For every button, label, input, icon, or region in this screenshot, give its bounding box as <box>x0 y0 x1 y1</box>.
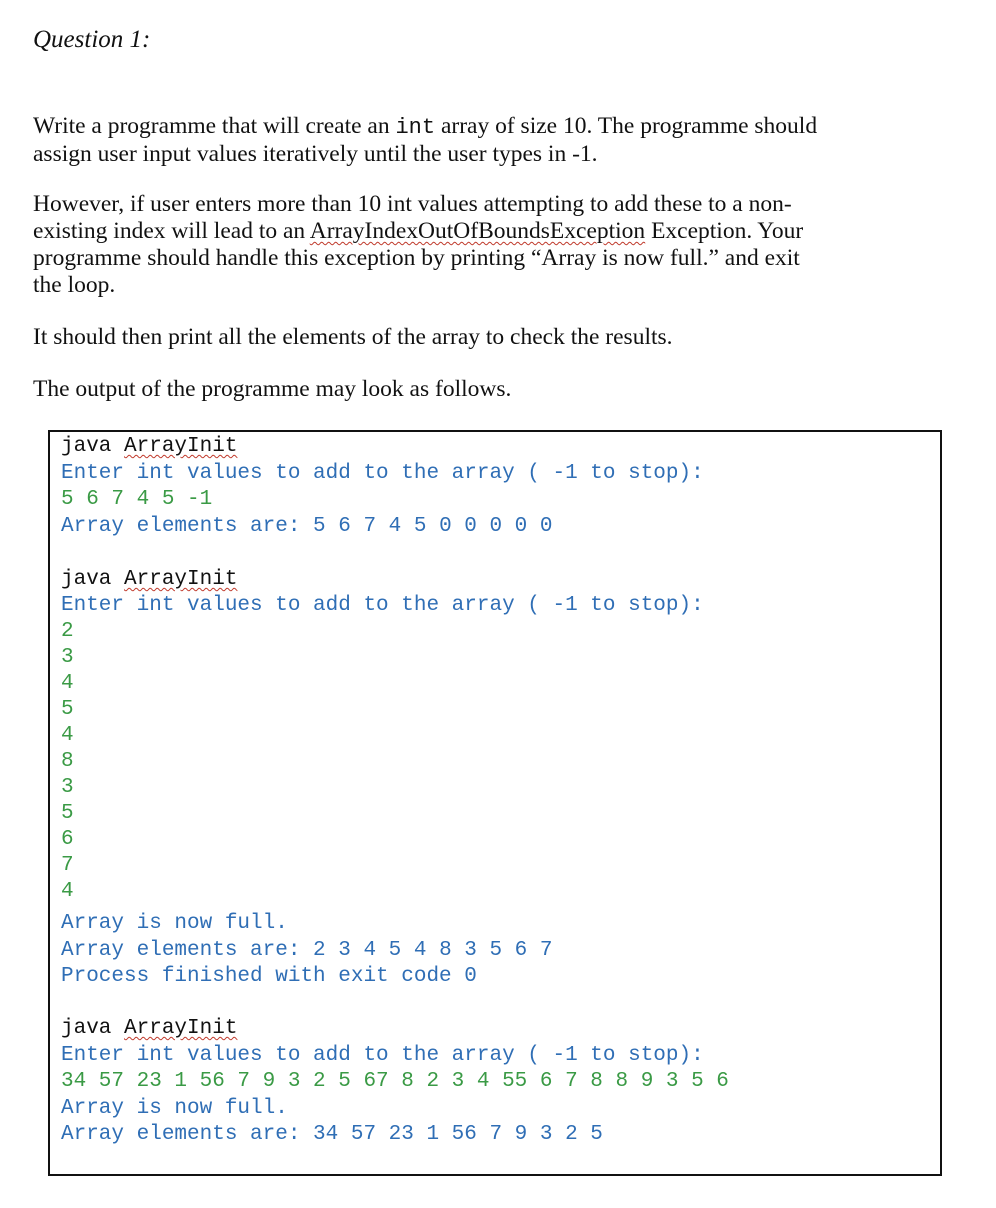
run2-exit-label: Process finished with exit code <box>61 965 465 988</box>
run3-result-label: Array elements are: <box>61 1123 314 1146</box>
run3-full-message: Array is now full. <box>61 1097 288 1120</box>
run3-result-values: 34 57 23 1 56 7 9 3 2 5 <box>313 1123 603 1146</box>
run2-input-line: 4 <box>61 724 74 747</box>
run3-prompt: Enter int values to add to the array ( -1 to stop): <box>61 1044 704 1067</box>
run1-result-values: 5 6 7 4 5 0 0 0 0 0 <box>313 515 553 538</box>
run2-input-line: 3 <box>61 646 74 669</box>
p2-line-4: the loop. <box>33 272 116 298</box>
sample-output-box <box>48 430 942 1176</box>
run3-cmd-java: java <box>61 1017 125 1040</box>
run2-command <box>61 567 237 593</box>
run2-input-line: 7 <box>61 854 74 877</box>
run2-input-line: 2 <box>61 620 74 643</box>
p2-line-1: However, if user enters more than 10 int values attempting to add these to a non- <box>33 191 792 217</box>
p2-line-3: programme should handle this exception by printing “Array is now full.” and exit <box>33 245 800 271</box>
run1-result <box>61 514 553 540</box>
run3-command <box>61 1016 237 1042</box>
run2-result <box>61 938 553 964</box>
p2-line-2-post: Exception. Your <box>645 218 804 244</box>
question-paragraph-3: It should then print all the elements of the array to check the results. <box>33 324 673 350</box>
run2-result-values: 2 3 4 5 4 8 3 5 6 7 <box>313 939 553 962</box>
run2-cmd-java: java <box>61 568 125 591</box>
run3-cmd-class: ArrayInit <box>124 1017 238 1040</box>
run2-input-line: 8 <box>61 750 74 773</box>
run1-command <box>61 434 237 460</box>
run2-input-line: 5 <box>61 698 74 721</box>
run3-result <box>61 1122 603 1148</box>
int-keyword: int <box>395 115 436 140</box>
p1-text-b: array of size 10. The programme should <box>435 113 818 139</box>
run2-exit-status <box>61 964 477 990</box>
p1-line-2: assign user input values iteratively until the user types in -1. <box>33 141 598 167</box>
run1-cmd-java: java <box>61 435 125 458</box>
run3-input: 34 57 23 1 56 7 9 3 2 5 67 8 2 3 4 55 6 7 8 8 9 3 5 6 <box>61 1070 729 1093</box>
run1-input: 5 6 7 4 5 -1 <box>61 488 213 511</box>
p1-text-a: Write a programme that will create an <box>33 113 396 139</box>
question-paragraph-2 <box>33 191 933 299</box>
run2-input-line: 4 <box>61 880 74 903</box>
run1-cmd-class: ArrayInit <box>124 435 238 458</box>
question-heading: Question 1: <box>33 26 151 53</box>
run2-exit-code: 0 <box>464 965 477 988</box>
question-paragraph-1 <box>33 113 933 168</box>
run2-cmd-class: ArrayInit <box>124 568 238 591</box>
run2-input-line: 4 <box>61 672 74 695</box>
question-paragraph-4: The output of the programme may look as follows. <box>33 376 512 402</box>
run2-input-line: 3 <box>61 776 74 799</box>
p2-line-2-pre: existing index will lead to an <box>33 218 310 244</box>
run2-result-label: Array elements are: <box>61 939 314 962</box>
run2-input-line: 5 <box>61 802 74 825</box>
run1-prompt: Enter int values to add to the array ( -1 to stop): <box>61 462 704 485</box>
run2-prompt: Enter int values to add to the array ( -1 to stop): <box>61 594 704 617</box>
run2-input-line: 6 <box>61 828 74 851</box>
run1-result-label: Array elements are: <box>61 515 314 538</box>
run2-full-message: Array is now full. <box>61 912 288 935</box>
exception-name: ArrayIndexOutOfBoundsException <box>309 218 646 244</box>
